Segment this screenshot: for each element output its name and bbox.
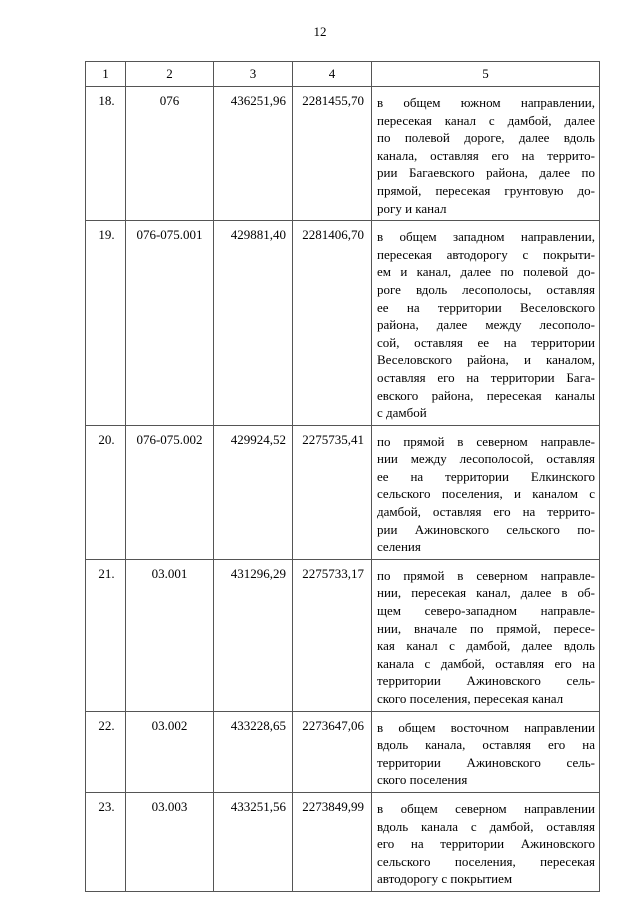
coordinate-y: 2273849,99 [293, 792, 372, 891]
description-line: канала с дамбой, оставляя его на [377, 655, 595, 671]
table-row [86, 711, 600, 792]
description-line: пересекая канал с дамбой, далее [377, 112, 595, 128]
description-line: нии, пересекая канал, далее в об- [377, 585, 595, 601]
coordinate-y: 2281455,70 [293, 87, 372, 221]
coordinate-y: 2281406,70 [293, 221, 372, 426]
coordinate-x: 433251,56 [214, 792, 293, 891]
description-line: сой, оставляя ее на территории [377, 334, 595, 350]
description-line: рии Ажиновского сельского по- [377, 521, 595, 537]
coordinate-y: 2275733,17 [293, 559, 372, 711]
point-id: 076-075.002 [126, 425, 214, 559]
coordinate-y: 2273647,06 [293, 711, 372, 792]
description-line: ского поселения, пересекая канал [377, 691, 564, 706]
description-line: ем и канал, далее по полевой до- [377, 264, 595, 280]
description-line: в общем северном направлении [377, 800, 595, 816]
table-row [86, 559, 600, 711]
row-number: 19. [86, 221, 126, 426]
description-line: роге вдоль лесополосы, оставляя [377, 281, 595, 297]
description-line: дамбой, оставляя его на террито- [377, 504, 595, 520]
table-header [86, 62, 600, 87]
page-number: 12 [313, 24, 327, 39]
description-line: селения [377, 539, 421, 555]
table-body [86, 87, 600, 892]
point-id: 03.001 [126, 559, 214, 711]
row-number: 23. [86, 792, 126, 891]
row-number: 20. [86, 425, 126, 559]
table-row [86, 792, 600, 891]
description-line: вдоль канала, оставляя его на [377, 737, 595, 753]
description-line: прямой, пересекая грунтовую до- [377, 182, 595, 198]
description-line: кая канал с дамбой, далее вдоль [377, 638, 595, 654]
coordinate-x: 433228,65 [214, 711, 293, 792]
column-header-4: 4 [293, 62, 372, 87]
boundary-description [372, 221, 600, 426]
description-line: пересекая автодорогу с покрыти- [377, 246, 595, 262]
point-id: 076 [126, 87, 214, 221]
header-row [86, 62, 600, 87]
coordinate-x: 429924,52 [214, 425, 293, 559]
description-line: по полевой дороге, далее вдоль [377, 130, 595, 146]
description-line: щем северо-западном направле- [377, 603, 595, 619]
description-line: района, далее между лесополо- [377, 317, 595, 333]
description-line: в общем южном направлении, [377, 95, 595, 110]
row-number: 21. [86, 559, 126, 711]
description-line: нии между лесополосой, оставляя [377, 451, 595, 467]
table-row [86, 87, 600, 221]
table-row [86, 425, 600, 559]
table-row [86, 221, 600, 426]
description-line: автодорогу с покрытием [377, 871, 513, 887]
boundary-table [85, 61, 600, 892]
point-id: 03.002 [126, 711, 214, 792]
description-line: рогу и канал [377, 200, 447, 216]
boundary-description [372, 425, 600, 559]
description-line: нии, вначале по прямой, пересе- [377, 620, 595, 636]
column-header-3: 3 [214, 62, 293, 87]
description-line: канала, оставляя его на террито- [377, 147, 595, 163]
coordinate-x: 431296,29 [214, 559, 293, 711]
description-line: рии Багаевского района, далее по [377, 165, 595, 181]
boundary-description [372, 711, 600, 792]
description-line: сельского поселения, и каналом с [377, 486, 595, 502]
description-line: ского поселения [377, 772, 468, 788]
coordinate-y: 2275735,41 [293, 425, 372, 559]
description-line: по прямой в северном направле- [377, 433, 595, 449]
description-line: ее на территории Веселовского [377, 299, 595, 315]
description-line: с дамбой [377, 405, 427, 421]
description-line: ее на территории Елкинского [377, 468, 595, 484]
description-line: по прямой в северном направле- [377, 567, 595, 583]
column-header-1: 1 [86, 62, 126, 87]
description-line: территории Ажиновского сель- [377, 673, 595, 689]
description-line: его на территории Ажиновского [377, 836, 595, 852]
point-id: 076-075.001 [126, 221, 214, 426]
row-number: 22. [86, 711, 126, 792]
description-line: оставляя его на территории Бага- [377, 369, 595, 385]
column-header-2: 2 [126, 62, 214, 87]
boundary-description [372, 559, 600, 711]
description-line: евского района, пересекая каналы [377, 387, 595, 403]
description-line: сельского поселения, пересекая [377, 853, 595, 869]
column-header-5: 5 [372, 62, 600, 87]
description-line: в общем западном направлении, [377, 229, 595, 245]
description-line: территории Ажиновского сель- [377, 754, 595, 770]
coordinate-x: 436251,96 [214, 87, 293, 221]
coordinate-x: 429881,40 [214, 221, 293, 426]
point-id: 03.003 [126, 792, 214, 891]
boundary-description [372, 792, 600, 891]
description-line: Веселовского района, и каналом, [377, 352, 595, 368]
row-number: 18. [86, 87, 126, 221]
description-line: вдоль канала с дамбой, оставляя [377, 818, 595, 834]
boundary-description [372, 87, 600, 221]
description-line: в общем восточном направлении [377, 719, 595, 735]
